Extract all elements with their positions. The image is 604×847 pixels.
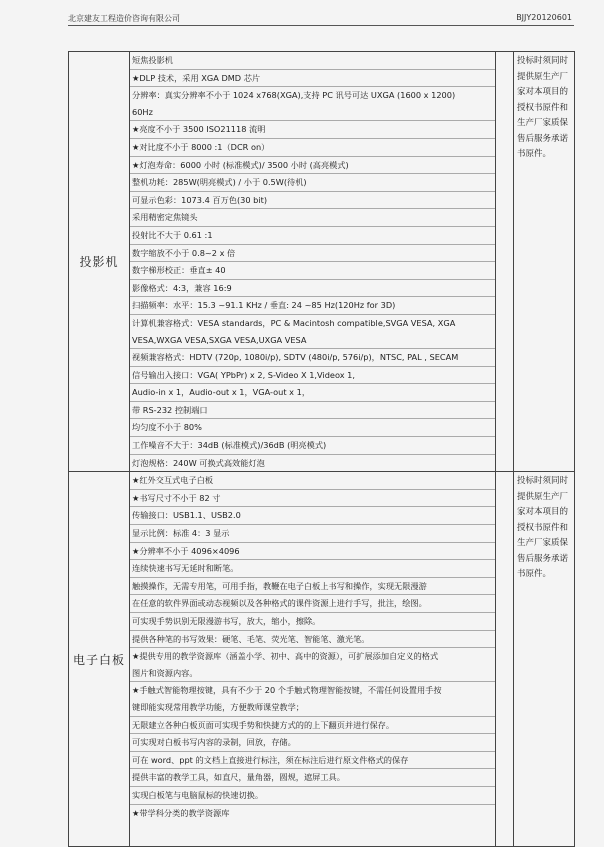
spec-line: ★红外交互式电子白板 bbox=[130, 472, 495, 490]
spec-line: 60Hz bbox=[130, 104, 495, 122]
spec-line: 带 RS-232 控制端口 bbox=[130, 402, 495, 420]
item-name: 电子白板 bbox=[69, 472, 130, 847]
spec-line: 可在 word、ppt 的文档上直接进行标注，须在标注后进行原文件格式的保存 bbox=[130, 752, 495, 770]
note-text: 投标时须同时提供原生产厂家对本项目的授权书原件和生产厂家质保售后服务承诺书原件。 bbox=[517, 476, 569, 580]
spec-line: ★灯泡寿命：6000 小时 (标准模式)/ 3500 小时 (高亮模式) bbox=[130, 157, 495, 175]
item-name: 投影机 bbox=[69, 52, 130, 472]
spec-line: 采用精密定焦镜头 bbox=[130, 209, 495, 227]
spec-line: 触摸操作，无需专用笔，可用手指，教鞭在电子白板上书写和操作，实现无限漫游 bbox=[130, 578, 495, 596]
empty-cell bbox=[496, 52, 514, 472]
empty-cell bbox=[496, 472, 514, 847]
spec-line: 可显示色彩：1073.4 百万色(30 bit) bbox=[130, 192, 495, 210]
spec-line: 可实现手势识别无限漫游书写，放大，缩小，擦除。 bbox=[130, 613, 495, 631]
spec-table bbox=[68, 51, 575, 847]
spec-line: 信号输出入接口：VGA( YPbPr) x 2, S-Video X 1,Videox 1, bbox=[130, 367, 495, 385]
spec-line: ★带学科分类的教学资源库 bbox=[132, 807, 230, 818]
spec-line: 显示比例：标准 4：3 显示 bbox=[130, 525, 495, 543]
table-row bbox=[69, 472, 575, 847]
note-text: 投标时须同时提供原生产厂家对本项目的授权书原件和生产厂家质保售后服务承诺书原件。 bbox=[517, 56, 569, 159]
spec-line: ★分辨率不小于 4096×4096 bbox=[130, 543, 495, 561]
note-cell bbox=[514, 52, 575, 472]
spec-line: 无限建立各种白板页面可实现手势和快捷方式的的上下翻页并进行保存。 bbox=[130, 717, 495, 735]
table-row bbox=[69, 52, 575, 472]
spec-line: 数字梯形校正：垂直± 40 bbox=[130, 262, 495, 280]
spec-line: ★书写尺寸不小于 82 寸 bbox=[130, 490, 495, 508]
spec-line: 均匀度不小于 80% bbox=[130, 419, 495, 437]
spec-line: 传输接口：USB1.1、USB2.0 bbox=[130, 507, 495, 525]
spec-line: 工作噪音不大于：34dB (标准模式)/36dB (明亮模式) bbox=[130, 437, 495, 455]
spec-line: 数字缩放不小于 0.8~2 x 倍 bbox=[130, 245, 495, 263]
spec-line: 可实现对白板书写内容的录制，回放，存储。 bbox=[130, 734, 495, 752]
spec-line: 视频兼容格式：HDTV (720p, 1080i/p), SDTV (480i/p, 576i/p)，NTSC, PAL , SECAM bbox=[130, 349, 495, 367]
spec-line: 投射比不大于 0.61 :1 bbox=[130, 227, 495, 245]
spec-line: 在任意的软件界面或动态视频以及各种格式的课件资源上进行手写，批注，绘图。 bbox=[130, 595, 495, 613]
spec-line: 提供各种笔的书写效果：硬笔、毛笔、荧光笔、智能笔、激光笔。 bbox=[130, 631, 495, 649]
spec-line: 整机功耗：285W(明亮模式) / 小于 0.5W(待机) bbox=[130, 174, 495, 192]
spec-line: ★对比度不小于 8000 :1（DCR on） bbox=[130, 139, 495, 157]
spec-line: 分辨率：真实分辨率不小于 1024 x768(XGA),支持 PC 讯号可达 UXGA (1600 x 1200) bbox=[132, 90, 456, 101]
spec-line: ★亮度不小于 3500 ISO21118 流明 bbox=[130, 121, 495, 139]
spec-line: ★DLP 技术，采用 XGA DMD 芯片 bbox=[130, 70, 495, 88]
spec-line: 短焦投影机 bbox=[130, 52, 495, 70]
spec-line: 扫描频率：水平：15.3 ~91.1 KHz / 垂直: 24 ~85 Hz(120Hz for 3D) bbox=[130, 297, 495, 315]
spec-line: 影像格式：4:3，兼容 16:9 bbox=[130, 280, 495, 298]
note-cell bbox=[514, 472, 575, 847]
page-header bbox=[68, 11, 574, 26]
spec-line: ★提供专用的教学资源库（涵盖小学、初中、高中的资源），可扩展添加自定义的格式 bbox=[132, 651, 439, 662]
spec-line: 计算机兼容格式：VESA standards，PC & Macintosh compatible,SVGA VESA, XGA bbox=[132, 317, 456, 328]
spec-cell bbox=[130, 52, 496, 472]
spec-line: 提供丰富的教学工具，如直尺，量角器，圆规，遮屏工具。 bbox=[130, 769, 495, 787]
spec-line: 灯泡规格：240W 可换式高效能灯泡 bbox=[132, 457, 265, 468]
spec-lines bbox=[130, 52, 495, 471]
spec-line: 实现白板笔与电脑鼠标的快速切换。 bbox=[130, 787, 495, 805]
spec-line: Audio-in x 1，Audio-out x 1，VGA-out x 1， bbox=[130, 384, 495, 402]
spec-line: VESA,WXGA VESA,SXGA VESA,UXGA VESA bbox=[130, 332, 495, 350]
spec-lines bbox=[130, 472, 495, 821]
spec-cell bbox=[130, 472, 496, 847]
spec-line: 图片和资源内容。 bbox=[130, 665, 495, 683]
spec-line: ★手触式智能物理按键，具有不少于 20 个手触式物理智能按键，不需任何设置用手按 bbox=[132, 685, 442, 696]
company-name: 北京建友工程造价咨询有限公司 bbox=[68, 14, 180, 23]
spec-line: 键即能实现常用教学功能，方便教师课堂教学； bbox=[130, 699, 495, 717]
document-number: BJJY20120601 bbox=[516, 13, 572, 22]
spec-line: 连续快速书写无延时和断笔。 bbox=[130, 560, 495, 578]
